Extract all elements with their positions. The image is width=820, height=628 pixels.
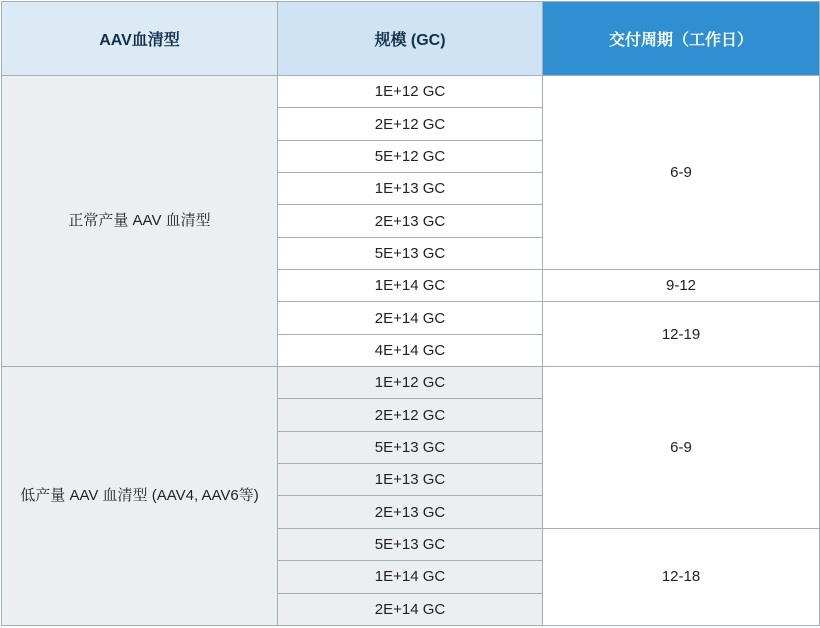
scale-cell: 1E+13 GC bbox=[278, 464, 543, 496]
scale-cell: 2E+14 GC bbox=[278, 593, 543, 626]
scale-cell: 1E+12 GC bbox=[278, 76, 543, 108]
lead-time-cell: 6-9 bbox=[543, 367, 820, 529]
scale-cell: 4E+14 GC bbox=[278, 334, 543, 366]
table-row bbox=[2, 76, 820, 108]
scale-cell: 5E+13 GC bbox=[278, 431, 543, 463]
scale-cell: 5E+12 GC bbox=[278, 140, 543, 172]
lead-time-cell: 12-19 bbox=[543, 302, 820, 367]
column-header-serotype: AAV血清型 bbox=[2, 2, 278, 76]
table-body bbox=[2, 76, 820, 626]
lead-time-cell: 9-12 bbox=[543, 270, 820, 302]
scale-cell: 2E+12 GC bbox=[278, 399, 543, 431]
scale-cell: 2E+12 GC bbox=[278, 108, 543, 140]
column-header-scale: 规模 (GC) bbox=[278, 2, 543, 76]
table-row bbox=[2, 367, 820, 399]
scale-cell: 2E+14 GC bbox=[278, 302, 543, 334]
scale-cell: 1E+14 GC bbox=[278, 270, 543, 302]
table-header bbox=[2, 2, 820, 76]
serotype-cell-normal: 正常产量 AAV 血清型 bbox=[2, 76, 278, 367]
scale-cell: 5E+13 GC bbox=[278, 528, 543, 560]
lead-time-cell: 12-18 bbox=[543, 528, 820, 625]
aav-serotype-table bbox=[1, 1, 820, 626]
scale-cell: 2E+13 GC bbox=[278, 496, 543, 528]
table-header-row bbox=[2, 2, 820, 76]
scale-cell: 1E+14 GC bbox=[278, 561, 543, 593]
scale-cell: 1E+12 GC bbox=[278, 367, 543, 399]
scale-cell: 5E+13 GC bbox=[278, 237, 543, 269]
column-header-lead-time: 交付周期（工作日） bbox=[543, 2, 820, 76]
lead-time-cell: 6-9 bbox=[543, 76, 820, 270]
spec-table-container bbox=[0, 1, 820, 628]
scale-cell: 1E+13 GC bbox=[278, 173, 543, 205]
serotype-cell-low-yield: 低产量 AAV 血清型 (AAV4, AAV6等) bbox=[2, 367, 278, 626]
scale-cell: 2E+13 GC bbox=[278, 205, 543, 237]
